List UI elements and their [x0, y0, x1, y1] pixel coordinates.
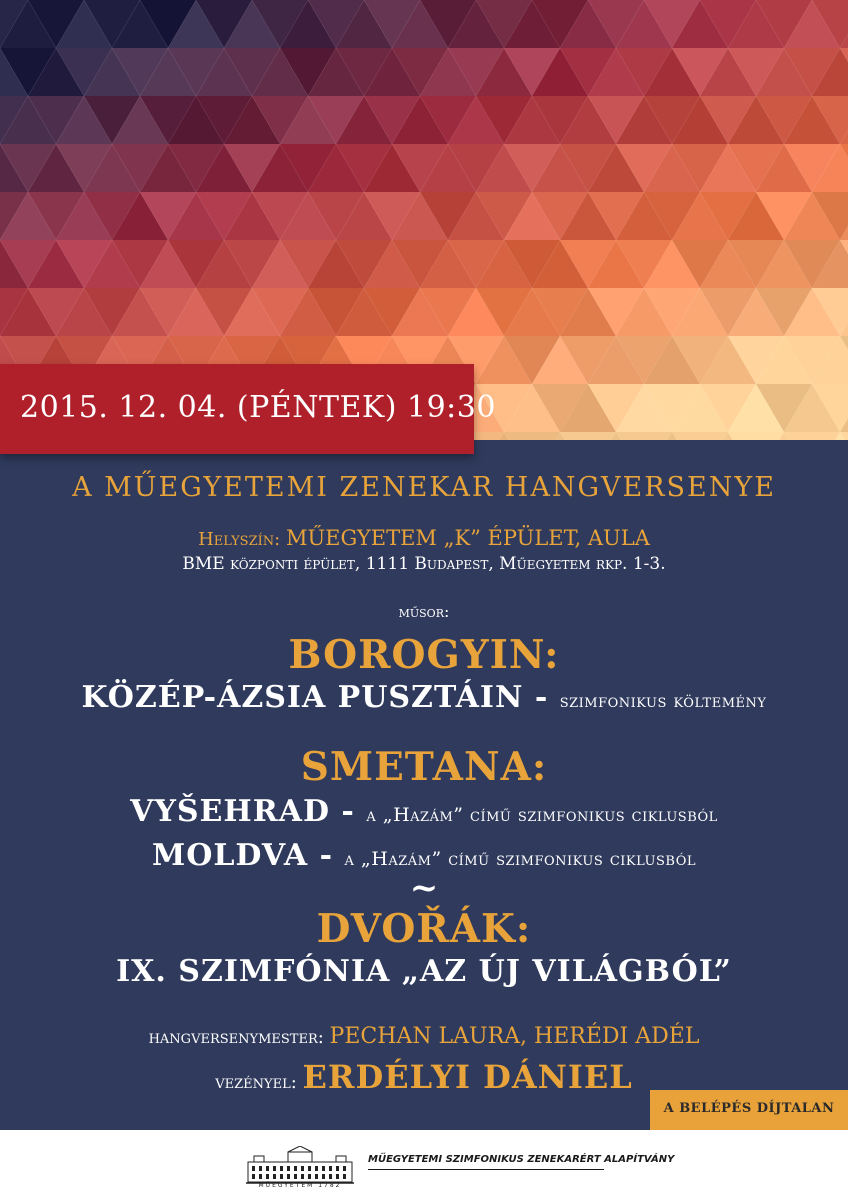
event-date: 2015. 12. 04. (PÉNTEK) 19:30 [20, 390, 496, 425]
logo-window [301, 1166, 304, 1171]
work-title: KÖZÉP-ÁZSIA PUSZTÁIN [81, 680, 524, 715]
logo-window [259, 1166, 262, 1171]
concertmaster-names: PECHAN LAURA, HERÉDI ADÉL [329, 1024, 700, 1049]
logo-caption: MŰEGYETEM 1782 [258, 1182, 342, 1189]
logo-window [252, 1174, 255, 1179]
logo-window [322, 1174, 325, 1179]
logo-window [329, 1166, 332, 1171]
event-title: A MŰEGYETEMI ZENEKAR HANGVERSENYE [72, 472, 776, 503]
logo-window [287, 1174, 290, 1179]
work-description: a „Hazám” című szimfonikus ciklusból [344, 848, 696, 870]
work-new-world-symphony [0, 954, 848, 989]
footer [0, 1130, 848, 1200]
venue-label: Helyszín: [198, 529, 281, 550]
logo-window [329, 1174, 332, 1179]
work-separator: - [523, 680, 560, 715]
pattern-triangle [616, 432, 672, 440]
concertmaster-line [0, 1024, 848, 1049]
logo-window [322, 1166, 325, 1171]
program-label: műsor: [398, 602, 450, 621]
logo-window [343, 1166, 346, 1171]
composer-smetana: SMETANA: [300, 744, 548, 790]
logo-window [287, 1166, 290, 1171]
date-banner [0, 364, 496, 454]
logo-window [294, 1174, 297, 1179]
work-title: MOLDVA [152, 838, 309, 873]
pattern-triangle [728, 432, 784, 440]
pattern-triangle [504, 432, 560, 440]
logo-window [273, 1166, 276, 1171]
logo-window [294, 1166, 297, 1171]
logo-window [336, 1166, 339, 1171]
logo-window [308, 1174, 311, 1179]
conductor-label: vezényel: [215, 1072, 297, 1093]
logo-window [252, 1166, 255, 1171]
section-divider: ~ [409, 868, 439, 908]
admission-text: A BELÉPÉS DÍJTALAN [663, 1101, 835, 1116]
logo-window [315, 1166, 318, 1171]
work-vysehrad [0, 794, 848, 829]
admission-badge [650, 1090, 848, 1130]
work-title: IX. SZIMFÓNIA „AZ ÚJ VILÁGBÓL” [116, 954, 732, 989]
composer-dvorak: DVOŘÁK: [316, 906, 532, 952]
logo-window [273, 1174, 276, 1179]
concertmaster-label: hangversenymester: [148, 1027, 324, 1048]
pattern-triangle [784, 432, 840, 440]
logo-window [280, 1174, 283, 1179]
foundation-underline [368, 1169, 604, 1170]
conductor-name: ERDÉLYI DÁNIEL [302, 1058, 633, 1096]
logo-window [266, 1166, 269, 1171]
logo-window [266, 1174, 269, 1179]
work-title: VYŠEHRAD [130, 794, 330, 829]
logo-window [301, 1174, 304, 1179]
venue-address: BME központi épület, 1111 Budapest, Műegyetem rkp. 1-3. [182, 554, 666, 574]
logo-window [259, 1174, 262, 1179]
pattern-triangle [560, 432, 616, 440]
composer-borogyin: BOROGYIN: [288, 632, 560, 678]
logo-window [308, 1166, 311, 1171]
foundation-name: MŰEGYETEMI SZIMFONIKUS ZENEKARÉRT ALAPÍTVÁNY [368, 1154, 675, 1165]
logo-window [343, 1174, 346, 1179]
work-description: szimfonikus költemény [559, 690, 767, 712]
venue-name: MŰEGYETEM „K” ÉPÜLET, AULA [285, 526, 650, 550]
work-description: a „Hazám” című szimfonikus ciklusból [366, 804, 718, 826]
pattern-triangle [672, 432, 728, 440]
venue-line [0, 526, 848, 550]
work-kozep-azsia [0, 680, 848, 715]
work-separator: - [308, 838, 345, 873]
work-separator: - [329, 794, 367, 829]
logo-window [280, 1166, 283, 1171]
logo-window [336, 1174, 339, 1179]
logo-window [315, 1174, 318, 1179]
